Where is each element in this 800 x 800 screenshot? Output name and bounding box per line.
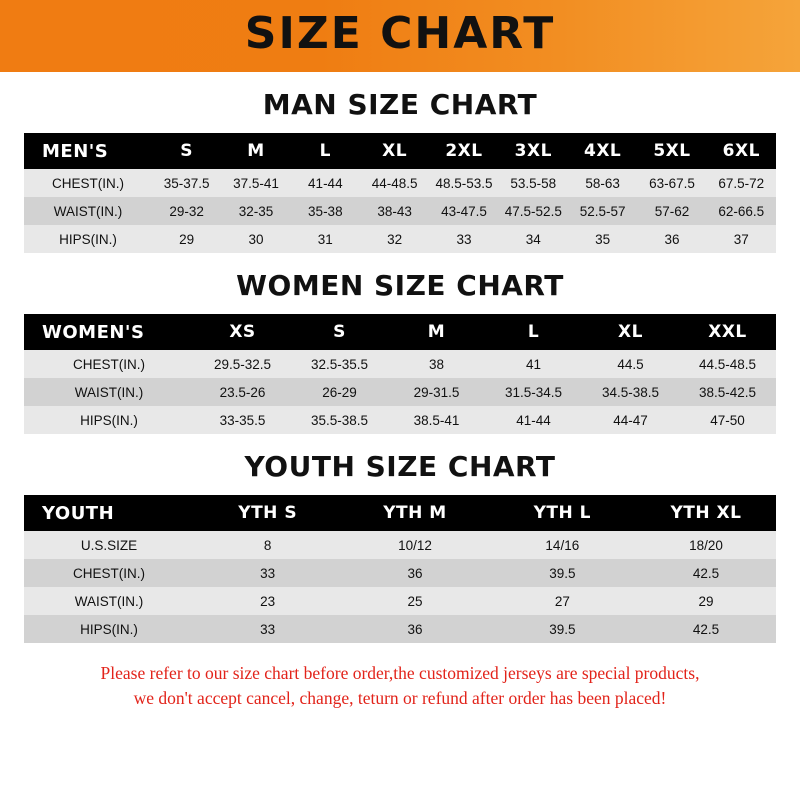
table-header-row [24, 133, 776, 169]
cell: 35.5-38.5 [291, 406, 388, 434]
row-label: U.S.SIZE [24, 531, 194, 559]
table-row [24, 225, 776, 253]
column-header: YTH L [533, 503, 592, 523]
cell: 39.5 [489, 615, 636, 643]
cell: 14/16 [489, 531, 636, 559]
cell: 33 [194, 559, 341, 587]
cell: 63-67.5 [637, 169, 706, 197]
cell: 31 [291, 225, 360, 253]
column-header: S [180, 141, 194, 161]
cell: 38 [388, 350, 485, 378]
cell: 41-44 [485, 406, 582, 434]
column-header: M [247, 141, 265, 161]
column-header: 2XL [445, 141, 483, 161]
row-label: WAIST(IN.) [24, 197, 152, 225]
section-title-youth: YOUTH SIZE CHART [244, 450, 556, 483]
cell: 39.5 [489, 559, 636, 587]
column-header: YTH S [238, 503, 298, 523]
row-label: HIPS(IN.) [24, 225, 152, 253]
cell: 27 [489, 587, 636, 615]
table-row [24, 531, 776, 559]
cell: 44-47 [582, 406, 679, 434]
column-header: 4XL [583, 141, 622, 161]
cell: 35-38 [291, 197, 360, 225]
cell: 42.5 [636, 559, 776, 587]
footer-line-2: we don't accept cancel, change, teturn or refund after order has been placed! [133, 688, 667, 709]
cell: 29-32 [152, 197, 221, 225]
column-header: XL [382, 141, 408, 161]
column-header: YTH XL [670, 503, 742, 523]
cell: 29-31.5 [388, 378, 485, 406]
cell: 36 [637, 225, 706, 253]
column-header: XS [229, 322, 256, 342]
cell: 35 [568, 225, 637, 253]
cell: 31.5-34.5 [485, 378, 582, 406]
chart-content [0, 88, 800, 712]
cell: 34 [499, 225, 568, 253]
table-header-row [24, 495, 776, 531]
cell: 34.5-38.5 [582, 378, 679, 406]
cell: 41-44 [291, 169, 360, 197]
cell: 48.5-53.5 [429, 169, 498, 197]
row-label: WAIST(IN.) [24, 378, 194, 406]
table-row [24, 406, 776, 434]
table-header-label: MEN'S [42, 140, 109, 162]
cell: 47.5-52.5 [499, 197, 568, 225]
cell: 53.5-58 [499, 169, 568, 197]
column-header: 5XL [653, 141, 691, 161]
cell: 32.5-35.5 [291, 350, 388, 378]
table-row [24, 197, 776, 225]
cell: 38.5-42.5 [679, 378, 776, 406]
cell: 58-63 [568, 169, 637, 197]
column-header: S [333, 322, 346, 342]
cell: 42.5 [636, 615, 776, 643]
column-header: XXL [708, 322, 747, 342]
cell: 10/12 [341, 531, 488, 559]
cell: 36 [341, 615, 488, 643]
cell: 43-47.5 [429, 197, 498, 225]
cell: 32 [360, 225, 429, 253]
row-label: WAIST(IN.) [24, 587, 194, 615]
cell: 62-66.5 [707, 197, 776, 225]
header-banner [0, 0, 800, 72]
cell: 23.5-26 [194, 378, 291, 406]
table-header-label: YOUTH [42, 502, 115, 524]
table-header-row [24, 314, 776, 350]
cell: 36 [341, 559, 488, 587]
section-title-women: WOMEN SIZE CHART [236, 269, 564, 302]
row-label: CHEST(IN.) [24, 559, 194, 587]
cell: 44.5-48.5 [679, 350, 776, 378]
cell: 37.5-41 [221, 169, 290, 197]
table-row [24, 587, 776, 615]
row-label: CHEST(IN.) [24, 169, 152, 197]
cell: 26-29 [291, 378, 388, 406]
cell: 33 [194, 615, 341, 643]
youth-size-table [24, 495, 776, 643]
table-row [24, 169, 776, 197]
table-row [24, 350, 776, 378]
column-header: YTH M [383, 503, 447, 523]
cell: 35-37.5 [152, 169, 221, 197]
men-size-table [24, 133, 776, 253]
column-header: XL [618, 322, 643, 342]
cell: 57-62 [637, 197, 706, 225]
cell: 32-35 [221, 197, 290, 225]
women-size-table [24, 314, 776, 434]
cell: 30 [221, 225, 290, 253]
column-header: 6XL [722, 141, 760, 161]
cell: 8 [194, 531, 341, 559]
cell: 33 [429, 225, 498, 253]
row-label: CHEST(IN.) [24, 350, 194, 378]
row-label: HIPS(IN.) [24, 406, 194, 434]
cell: 29.5-32.5 [194, 350, 291, 378]
column-header: L [319, 141, 331, 161]
table-row [24, 615, 776, 643]
table-row [24, 559, 776, 587]
cell: 25 [341, 587, 488, 615]
row-label: HIPS(IN.) [24, 615, 194, 643]
table-row [24, 378, 776, 406]
cell: 67.5-72 [707, 169, 776, 197]
cell: 18/20 [636, 531, 776, 559]
cell: 47-50 [679, 406, 776, 434]
cell: 44.5 [582, 350, 679, 378]
page-title: SIZE CHART [244, 8, 556, 59]
table-header-label: WOMEN'S [42, 321, 145, 343]
cell: 23 [194, 587, 341, 615]
cell: 38.5-41 [388, 406, 485, 434]
cell: 44-48.5 [360, 169, 429, 197]
cell: 41 [485, 350, 582, 378]
footer-disclaimer [24, 661, 776, 712]
column-header: 3XL [514, 141, 552, 161]
cell: 29 [636, 587, 776, 615]
section-title-men: MAN SIZE CHART [262, 88, 538, 121]
footer-line-1: Please refer to our size chart before order,the customized jerseys are special products, [100, 663, 700, 683]
cell: 37 [707, 225, 776, 253]
column-header: M [427, 322, 446, 342]
column-header: L [527, 322, 540, 342]
cell: 33-35.5 [194, 406, 291, 434]
cell: 52.5-57 [568, 197, 637, 225]
cell: 29 [152, 225, 221, 253]
cell: 38-43 [360, 197, 429, 225]
